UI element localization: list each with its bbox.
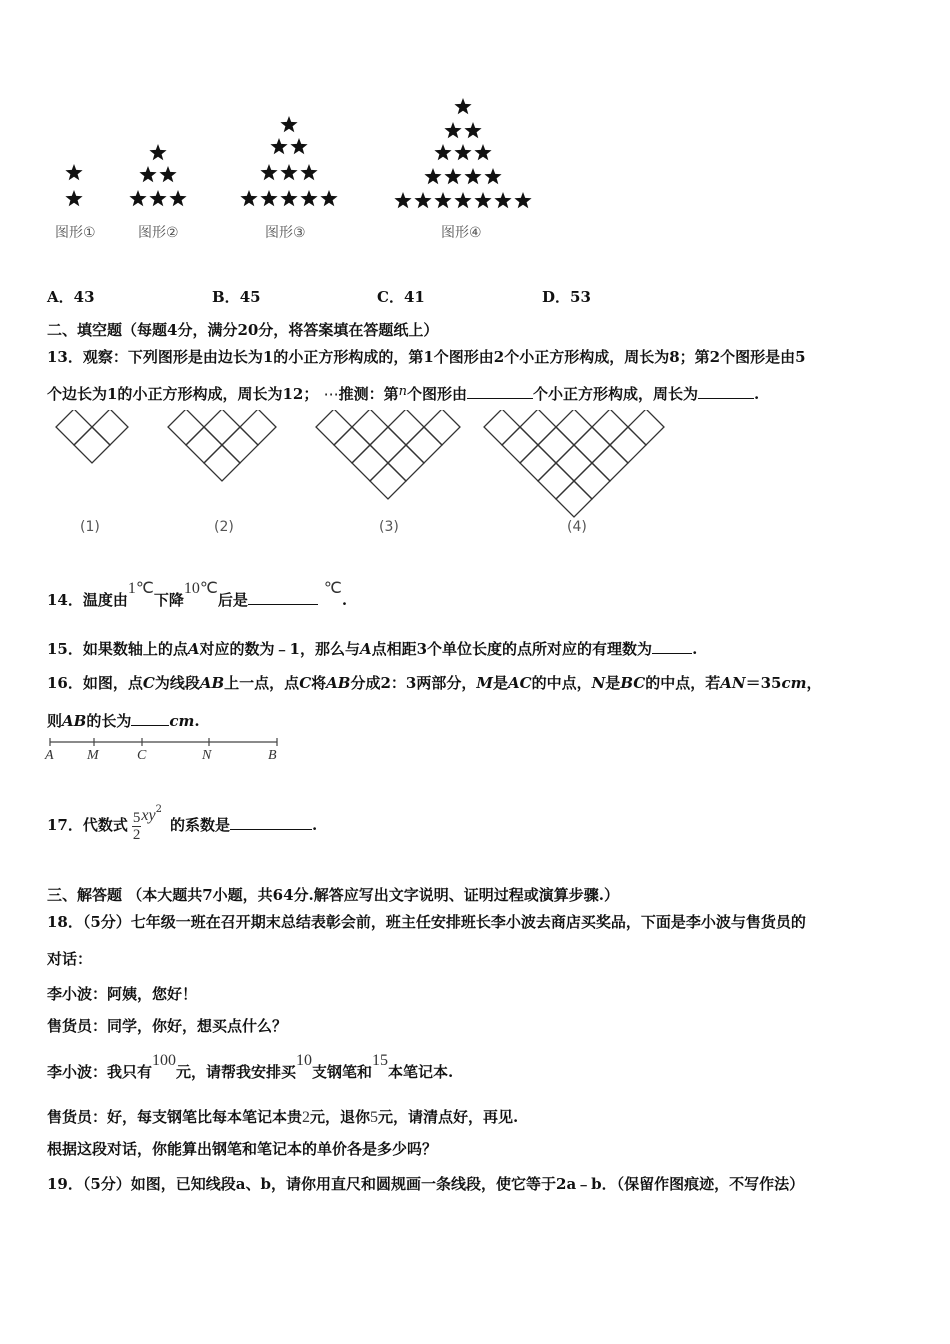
square-cell: [610, 427, 646, 463]
q16-line-1: 16．如图，点C为线段AB上一点，点C将AB分成2：3两部分，M是AC的中点，N是BC的中点，若AN＝35cm，: [47, 674, 822, 692]
square-cell: [334, 427, 370, 463]
square-figures: [40, 410, 680, 520]
q13-line-2: 个边长为1的小正方形构成，周长为12； ⋯推测：第n个图形由 个小正方形构成，周长为 .: [47, 384, 760, 403]
q15: 15．如果数轴上的点A对应的数为﹣1，那么与A点相距3个单位长度的点所对应的有理数为 .: [47, 640, 698, 658]
section-3-title: 三、解答题 （本大题共7小题，共64分.解答应写出文字说明、证明过程或演算步骤.）: [47, 886, 619, 904]
segment-figure: [40, 735, 290, 749]
square-cell: [538, 427, 574, 463]
square-cell: [520, 445, 556, 481]
star-icon: [280, 116, 297, 132]
star-icon: [474, 144, 491, 160]
square-cell: [204, 445, 240, 481]
label-c: C: [137, 748, 147, 763]
star-icon: [424, 168, 441, 184]
square-cell: [574, 463, 610, 499]
square-cell: [556, 410, 592, 445]
star-icon: [414, 192, 431, 208]
square-cell: [352, 445, 388, 481]
square-cell: [592, 445, 628, 481]
star-icon: [444, 122, 461, 138]
square-cell: [406, 427, 442, 463]
star-caption-4: 图形④: [441, 225, 482, 241]
label-a: A: [45, 748, 54, 763]
star-icon: [270, 138, 287, 154]
star-icon: [454, 144, 471, 160]
star-icon: [260, 164, 277, 180]
square-cell: [316, 410, 352, 445]
square-cell: [352, 410, 388, 445]
square-cell: [484, 410, 520, 445]
q18-line-1: 18．（5分）七年级一班在召开期末总结表彰会前，班主任安排班长李小波去商店买奖品，下面是李小波与售货员的: [47, 913, 806, 931]
star-caption-2: 图形②: [138, 225, 179, 241]
q18-line-2: 对话：: [47, 950, 93, 968]
q16-line-2: 则AB的长为 cm.: [47, 712, 200, 730]
star-icon: [240, 190, 257, 206]
square-cell: [628, 410, 664, 445]
label-n: N: [202, 748, 212, 763]
q14: 14．温度由1℃下降10℃后是℃.: [47, 580, 348, 609]
q18-line-5: 李小波：我只有100元，请帮我安排买10支钢笔和15本笔记本.: [47, 1052, 454, 1081]
q18-line-7: 根据这段对话，你能算出钢笔和笔记本的单价各是多少吗？: [47, 1140, 438, 1158]
star-icon: [300, 164, 317, 180]
star-icon: [139, 166, 156, 182]
square-cell: [92, 410, 128, 445]
square-cell: [240, 410, 276, 445]
star-icon: [514, 192, 531, 208]
star-icon: [280, 190, 297, 206]
choice-d: D．53: [542, 288, 591, 306]
square-cell: [556, 445, 592, 481]
square-cell: [592, 410, 628, 445]
star-icon: [454, 98, 471, 114]
star-icon: [464, 168, 481, 184]
q13-line-1: 13．观察：下列图形是由边长为1的小正方形构成的，第1个图形由2个小正方形构成，周长为8；第2个图形是由5: [47, 348, 806, 366]
star-icon: [159, 166, 176, 182]
star-icon: [474, 192, 491, 208]
star-icon: [300, 190, 317, 206]
star-icon: [434, 144, 451, 160]
star-icon: [169, 190, 186, 206]
section-2-title: 二、填空题（每题4分，满分20分，将答案填在答题纸上）: [47, 321, 439, 339]
square-cell: [74, 427, 110, 463]
choice-b: B．45: [212, 288, 261, 306]
star-caption-1: 图形①: [55, 225, 96, 241]
star-icon: [320, 190, 337, 206]
star-icon: [494, 192, 511, 208]
star-icon: [149, 144, 166, 160]
star-icon: [260, 190, 277, 206]
q18-line-6: 售货员：好，每支钢笔比每本笔记本贵2元，退你5元，请清点好，再见.: [47, 1108, 519, 1126]
star-icon: [290, 138, 307, 154]
star-icon: [484, 168, 501, 184]
star-icon: [149, 190, 166, 206]
square-caption-2: (2): [214, 519, 234, 535]
square-cell: [538, 463, 574, 499]
square-caption-4: (4): [567, 519, 587, 535]
square-cell: [388, 445, 424, 481]
star-icon: [444, 168, 461, 184]
star-icon: [65, 164, 82, 180]
square-caption-3: (3): [379, 519, 399, 535]
fraction-5-2: $\frac{5}{2}$: [132, 809, 141, 843]
square-cell: [424, 410, 460, 445]
square-cell: [168, 410, 204, 445]
choice-c: C．41: [377, 288, 425, 306]
label-m: M: [87, 748, 99, 763]
star-icon: [434, 192, 451, 208]
star-icon: [394, 192, 411, 208]
star-icon: [129, 190, 146, 206]
square-cell: [56, 410, 92, 445]
square-cell: [204, 410, 240, 445]
star-figures: [40, 95, 580, 225]
star-caption-3: 图形③: [265, 225, 306, 241]
square-cell: [556, 481, 592, 517]
label-b: B: [268, 748, 277, 763]
q17: 17．代数式 $\frac{5}{2}$ $xy^2$的系数是 .: [47, 804, 318, 843]
square-cell: [370, 427, 406, 463]
square-caption-1: (1): [80, 519, 100, 535]
square-cell: [520, 410, 556, 445]
square-cell: [186, 427, 222, 463]
square-cell: [502, 427, 538, 463]
star-icon: [65, 190, 82, 206]
choice-a: A．43: [47, 288, 95, 306]
star-icon: [280, 164, 297, 180]
square-cell: [574, 427, 610, 463]
q19-line-1: 19．（5分）如图，已知线段a、b，请你用直尺和圆规画一条线段，使它等于2a﹣b．（保留作图痕迹，不写作法）: [47, 1175, 805, 1193]
star-icon: [464, 122, 481, 138]
q18-line-4: 售货员：同学，你好，想买点什么？: [47, 1017, 288, 1035]
q18-line-3: 李小波：阿姨，您好！: [47, 985, 198, 1003]
square-cell: [388, 410, 424, 445]
square-cell: [222, 427, 258, 463]
star-icon: [454, 192, 471, 208]
square-cell: [370, 463, 406, 499]
